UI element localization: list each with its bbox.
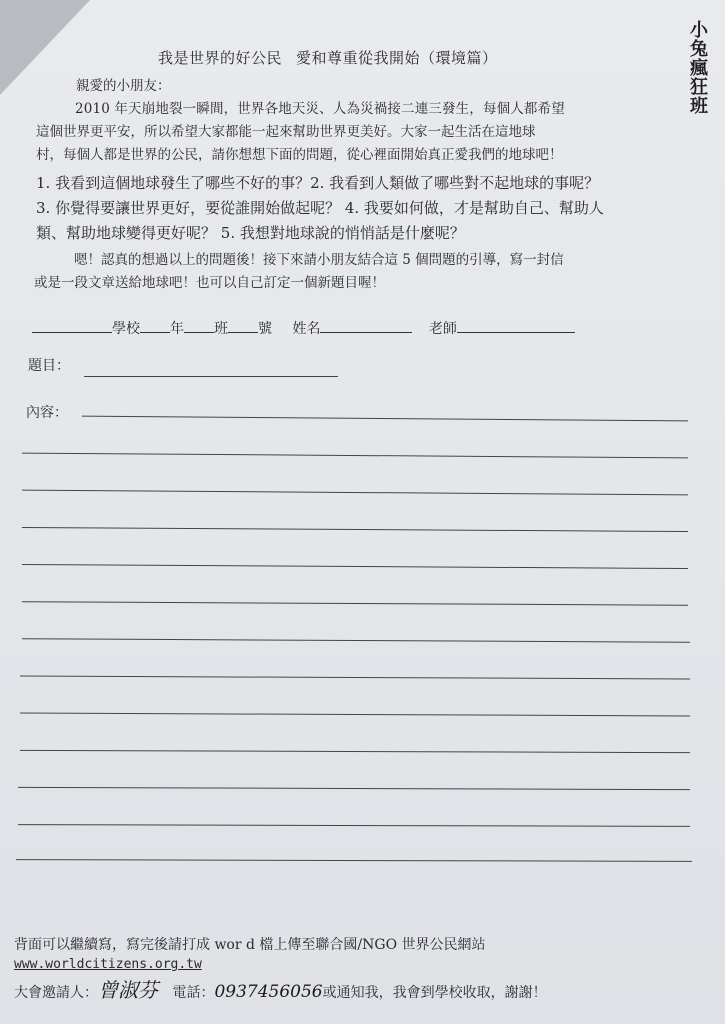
footer-contact [14, 974, 547, 1003]
grade-blank[interactable] [140, 318, 170, 333]
topic-blank[interactable] [84, 376, 338, 377]
writing-line[interactable] [18, 824, 690, 827]
writing-line[interactable] [22, 564, 688, 569]
intro-line-3: 村，每個人都是世界的公民，請你想想下面的問題，從心裡面開始真正愛我們的地球吧！ [36, 147, 563, 163]
inviter-signature: 曾淑芬 [98, 978, 158, 1002]
notify-text: 或通知我，我會到學校收取，謝謝！ [322, 985, 547, 1001]
content-label: 內容： [26, 405, 68, 421]
writing-line[interactable] [22, 527, 688, 532]
writing-line[interactable] [20, 713, 690, 717]
website-link[interactable]: www.worldcitizens.org.tw [14, 957, 202, 972]
number-blank[interactable] [228, 318, 258, 333]
writing-line[interactable] [22, 601, 688, 605]
class-blank[interactable] [184, 318, 214, 333]
number-label: 號 [258, 321, 272, 337]
writing-line[interactable] [18, 787, 690, 790]
closing-line-1: 嗯！認真的想過以上的問題後！接下來請小朋友結合這 5 個問題的引導，寫一封信 [74, 252, 564, 268]
student-info-row [32, 318, 575, 338]
writing-line[interactable] [22, 490, 688, 496]
topic-label: 題目： [28, 358, 70, 374]
teacher-blank[interactable] [457, 318, 575, 333]
intro-line-1: 2010 年天崩地裂一瞬間，世界各地天災、人為災禍接二連三發生，每個人都希望 [75, 101, 565, 117]
name-blank[interactable] [320, 318, 412, 333]
worksheet-title [158, 47, 498, 68]
title-part-1: 我是世界的好公民 [158, 49, 283, 67]
writing-line[interactable] [20, 676, 690, 680]
writing-line[interactable] [22, 453, 688, 459]
question-line-2: 3. 你覺得要讓世界更好，要從誰開始做起呢？ 4. 我要如何做，才是幫助自己、幫助人 [36, 199, 604, 217]
school-blank[interactable] [32, 318, 112, 333]
inviter-label: 大會邀請人： [14, 985, 98, 1001]
phone-label: 電話： [172, 985, 215, 1001]
footer-website[interactable] [14, 956, 202, 972]
intro-line-2: 這個世界更平安，所以希望大家都能一起來幫助世界更美好。大家一起生活在這地球 [36, 124, 536, 140]
greeting: 親愛的小朋友： [76, 78, 171, 94]
grade-label: 年 [170, 321, 184, 337]
school-label: 學校 [112, 321, 140, 337]
writing-line[interactable] [16, 859, 692, 862]
name-label: 姓名 [292, 321, 321, 337]
title-part-2: 愛和尊重從我開始（環境篇） [296, 49, 498, 67]
teacher-label: 老師 [428, 321, 457, 337]
phone-number: 0937456056 [214, 982, 323, 1002]
question-line-1: 1. 我看到這個地球發生了哪些不好的事？2. 我看到人類做了哪些對不起地球的事呢？ [36, 174, 600, 192]
class-label: 班 [214, 321, 228, 337]
writing-line[interactable] [82, 416, 688, 422]
footer-instruction: 背面可以繼續寫，寫完後請打成 wor d 檔上傳至聯合國/NGO 世界公民網站 [14, 937, 486, 953]
handwritten-side-note: 小兔瘋狂班 [687, 20, 708, 115]
writing-line[interactable] [20, 750, 690, 753]
closing-line-2: 或是一段文章送給地球吧！也可以自己訂定一個新題目喔！ [34, 275, 385, 291]
question-line-3: 類、幫助地球變得更好呢？ 5. 我想對地球說的悄悄話是什麼呢？ [36, 224, 465, 242]
writing-line[interactable] [22, 638, 690, 642]
